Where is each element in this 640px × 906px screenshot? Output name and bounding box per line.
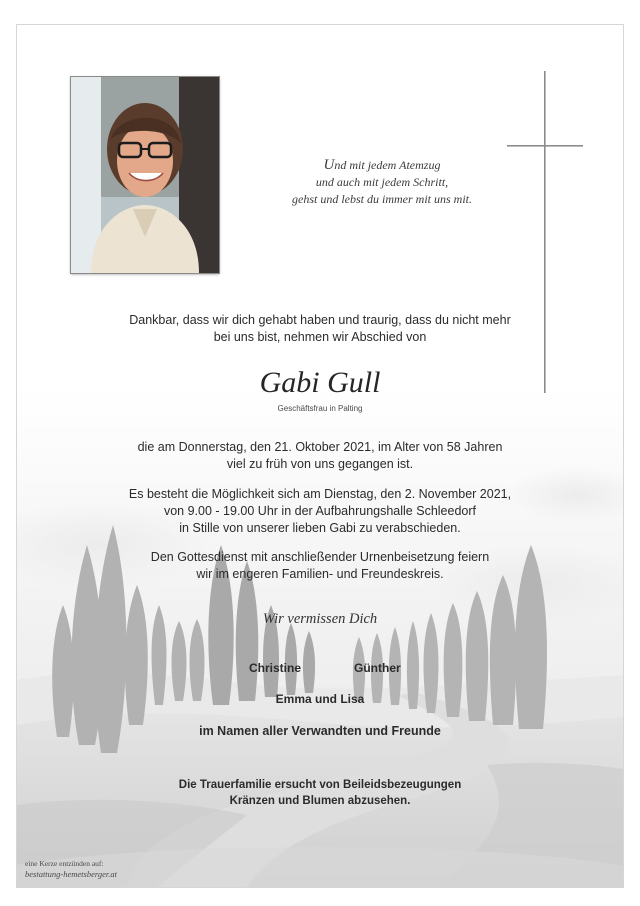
quote-initial: U <box>323 157 335 173</box>
condolence-request <box>17 777 623 809</box>
deceased-occupation: Geschäftsfrau in Palting <box>277 404 363 413</box>
service-info <box>17 549 623 583</box>
portrait-image <box>71 77 219 273</box>
viewing-line-2: von 9.00 - 19.00 Uhr in der Aufbahrungshalle Schleedorf <box>163 504 476 518</box>
viewing-line-1: Es besteht die Möglichkeit sich am Dienstag, den 2. November 2021, <box>128 487 512 501</box>
death-notice-line-1: die am Donnerstag, den 21. Oktober 2021, im Alter von 58 Jahren <box>137 440 503 454</box>
quote-line-1-text: nd mit jedem Atemzug <box>334 158 441 172</box>
condolence-request-line-1: Die Trauerfamilie ersucht von Beileidsbezeugungen <box>178 779 462 791</box>
intro-line-1: Dankbar, dass wir dich gehabt haben und traurig, dass du nicht mehr <box>129 313 511 327</box>
deceased-name: Gabi Gull <box>259 366 381 399</box>
service-line-2: wir im engeren Familien- und Freundeskreis. <box>196 567 444 581</box>
obituary-card <box>16 24 624 888</box>
footer <box>25 859 117 879</box>
portrait-photo <box>71 77 219 273</box>
service-line-1: Den Gottesdienst mit anschließender Urnenbeisetzung feiern <box>150 550 490 564</box>
family-member-christine: Christine <box>249 661 302 675</box>
family-member-guenther: Günther <box>354 661 401 675</box>
candle-text: eine Kerze entzünden auf: <box>25 859 104 868</box>
memorial-quote <box>237 157 527 208</box>
death-notice <box>17 439 623 473</box>
family-members-children: Emma und Lisa <box>275 692 365 706</box>
website-link[interactable]: bestattung-hemetsberger.at <box>25 869 117 879</box>
viewing-info <box>17 486 623 537</box>
closing-phrase: Wir vermissen Dich <box>262 611 378 627</box>
condolence-request-line-2: Kränzen und Blumen abzusehen. <box>229 795 411 807</box>
intro-text <box>17 312 623 346</box>
intro-line-2: bei uns bist, nehmen wir Abschied von <box>213 330 427 344</box>
cross-symbol <box>505 71 585 401</box>
quote-line-3: gehst und lebst du immer mit uns mit. <box>292 192 472 206</box>
viewing-line-3: in Stille von unserer lieben Gabi zu verabschieden. <box>179 521 461 535</box>
quote-line-2: und auch mit jedem Schritt, <box>315 175 449 189</box>
relatives-line: im Namen aller Verwandten und Freunde <box>199 724 441 738</box>
quote-line-1 <box>237 157 527 174</box>
death-notice-line-2: viel zu früh von uns gegangen ist. <box>226 457 414 471</box>
